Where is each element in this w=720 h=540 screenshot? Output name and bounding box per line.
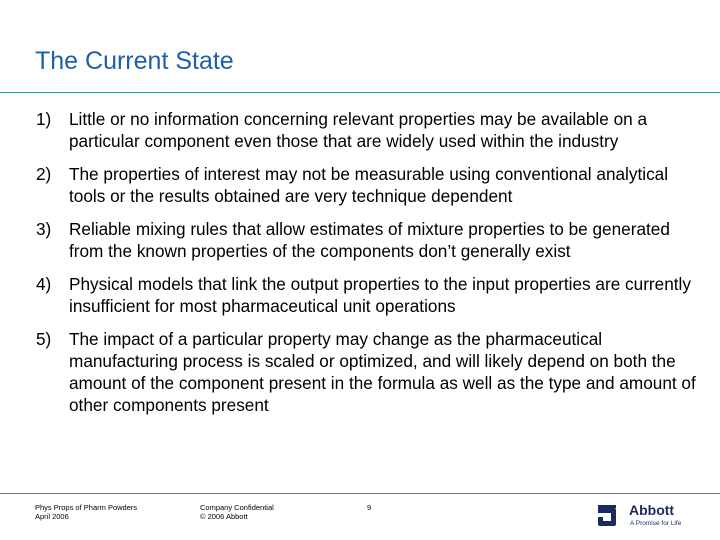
list-item-5	[36, 328, 706, 416]
page-number: 9	[367, 503, 372, 512]
list-number: 4)	[36, 274, 52, 294]
logo-wordmark: Abbott	[629, 502, 675, 518]
title-divider	[0, 92, 720, 93]
list-number: 5)	[36, 329, 52, 349]
footer-presentation-title: Phys Props of Pharm Powders	[35, 503, 138, 512]
list-text: Reliable mixing rules that allow estimates of mixture properties to be generated from the known properties of the components don’t generally exist	[69, 219, 670, 261]
footer-confidential: Company Confidential	[200, 503, 274, 512]
list-number: 2)	[36, 164, 52, 184]
footer-divider	[0, 493, 720, 494]
list-text: The impact of a particular property may change as the pharmaceutical manufacturing process is scaled or optimized, and will likely depend on both the amount of the component present in the formula as well as the type and amount of other components present	[69, 329, 696, 415]
footer-copyright: © 2006 Abbott	[200, 512, 248, 521]
list-number: 1)	[36, 109, 52, 129]
numbered-list	[36, 108, 706, 427]
list-item-1	[36, 108, 706, 152]
list-text: Little or no information concerning relevant properties may be available on a particular component even those that are widely used within the industry	[69, 109, 648, 151]
abbott-logo	[596, 500, 691, 530]
abbott-mark-icon	[596, 504, 618, 528]
list-item-2	[36, 163, 706, 207]
list-item-3	[36, 218, 706, 262]
logo-tagline: A Promise for Life	[630, 520, 682, 527]
slide-title: The Current State	[35, 47, 234, 75]
footer-left	[35, 503, 137, 521]
footer-date: April 2006	[35, 512, 69, 521]
footer-middle	[200, 503, 274, 521]
list-number: 3)	[36, 219, 52, 239]
list-item-4	[36, 273, 706, 317]
list-text: Physical models that link the output properties to the input properties are currently insufficient for most pharmaceutical unit operations	[69, 274, 691, 316]
list-text: The properties of interest may not be measurable using conventional analytical tools or the results obtained are very technique dependent	[69, 164, 669, 206]
